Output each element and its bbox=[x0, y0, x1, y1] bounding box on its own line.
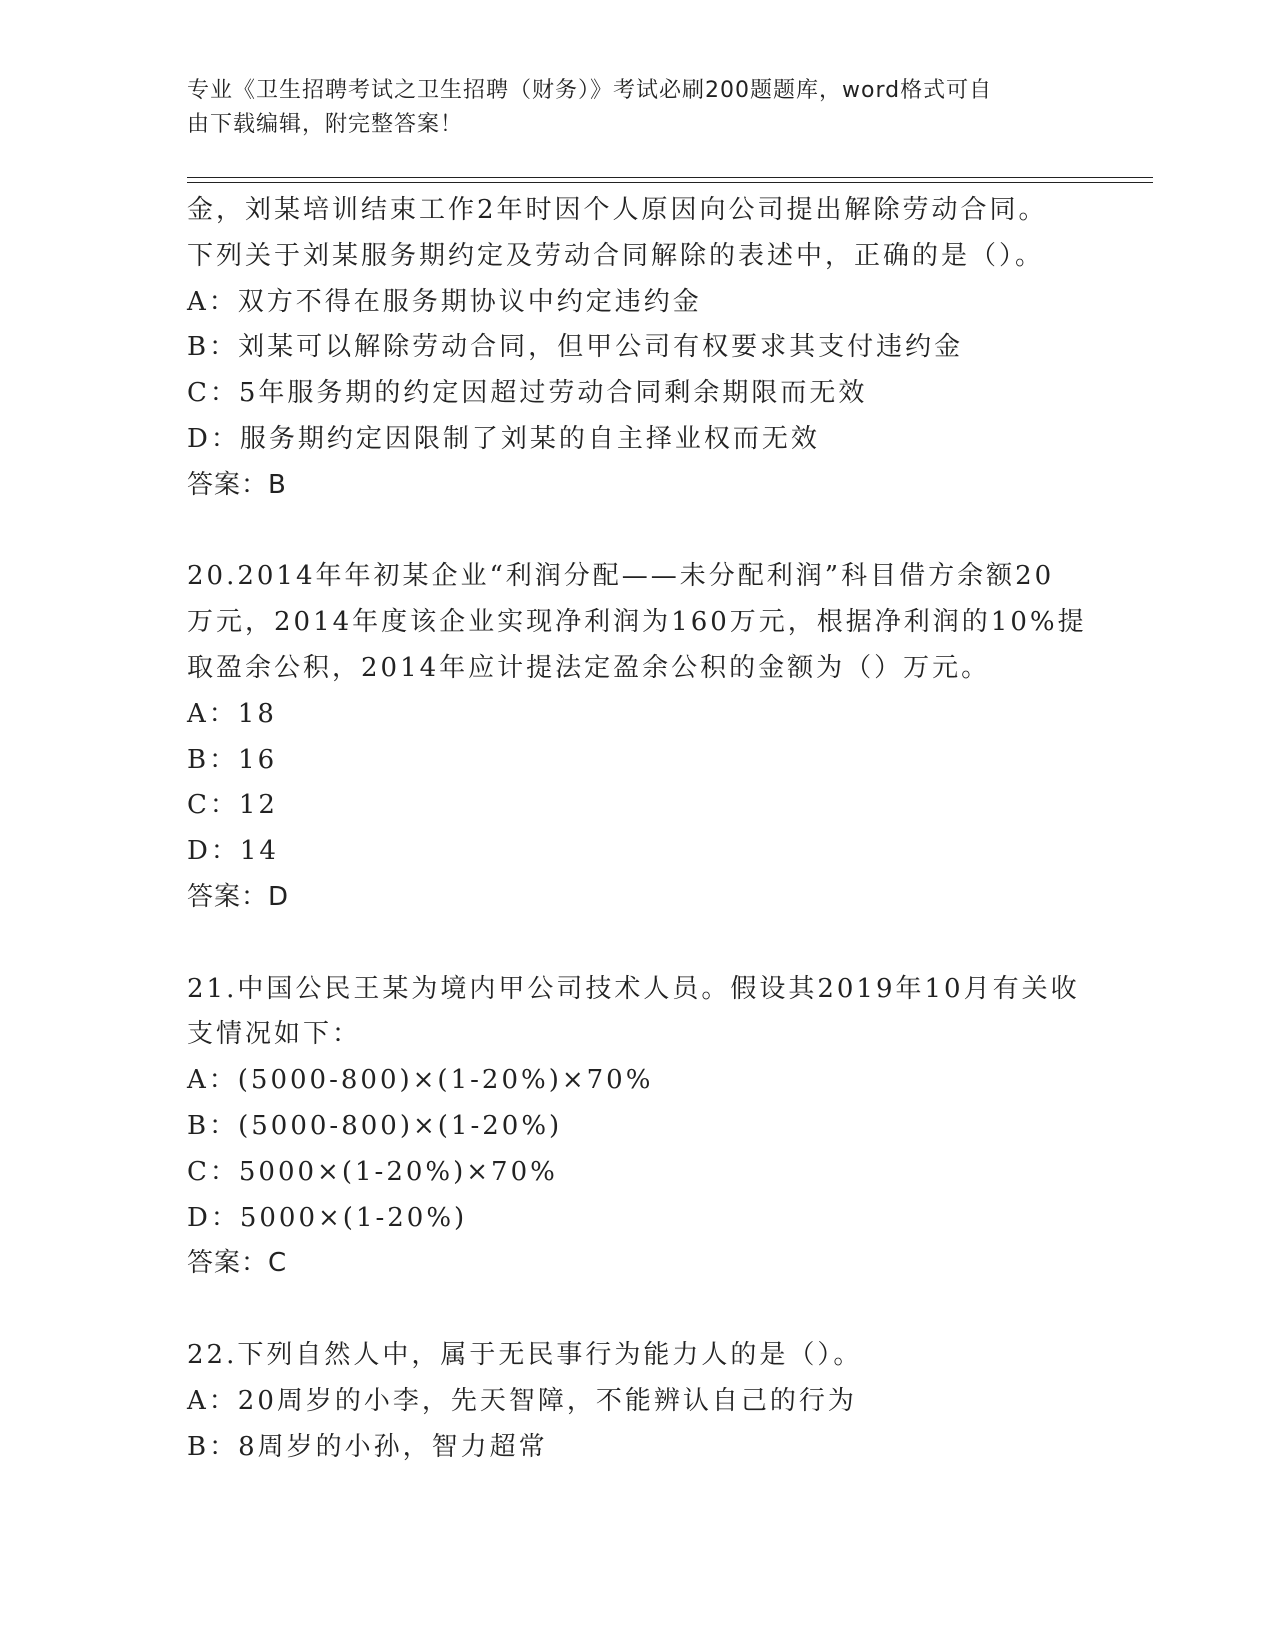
option-d: D：5000×(1-20%) bbox=[187, 1202, 468, 1233]
question-stem: 20.2014年年初某企业“利润分配——未分配利润”科目借方余额20 bbox=[187, 561, 1055, 592]
answer: 答案：C bbox=[187, 1248, 288, 1279]
question-list bbox=[187, 188, 1087, 1470]
option-b: B：16 bbox=[187, 744, 278, 775]
option-a: A：18 bbox=[187, 698, 277, 729]
question-stem: 金，刘某培训结束工作2年时因个人原因向公司提出解除劳动合同。 bbox=[187, 195, 1048, 225]
option-b: B：8周岁的小孙，智力超常 bbox=[187, 1431, 548, 1462]
question-stem: 万元，2014年度该企业实现净利润为160万元，根据净利润的10%提 bbox=[187, 607, 1087, 638]
header-divider-bottom bbox=[187, 182, 1153, 183]
question-stem: 支情况如下： bbox=[187, 1019, 362, 1050]
spacer bbox=[187, 509, 1087, 555]
spacer bbox=[187, 1287, 1087, 1333]
spacer bbox=[187, 921, 1087, 967]
option-c: C：12 bbox=[187, 790, 278, 821]
header-divider-top bbox=[187, 177, 1153, 178]
question-stem: 取盈余公积，2014年应计提法定盈余公积的金额为（）万元。 bbox=[187, 652, 991, 683]
option-a: A：双方不得在服务期协议中约定违约金 bbox=[187, 286, 702, 317]
document-header bbox=[187, 74, 1067, 142]
question-22 bbox=[187, 1333, 1087, 1470]
option-b: B：刘某可以解除劳动合同，但甲公司有权要求其支付违约金 bbox=[187, 332, 964, 363]
answer: 答案：D bbox=[187, 881, 290, 912]
question-19 bbox=[187, 188, 1087, 509]
question-21 bbox=[187, 967, 1087, 1288]
question-20 bbox=[187, 554, 1087, 920]
answer: 答案：B bbox=[187, 469, 287, 500]
question-stem: 22.下列自然人中，属于无民事行为能力人的是（）。 bbox=[187, 1339, 863, 1370]
option-a: A：(5000-800)×(1-20%)×70% bbox=[187, 1065, 654, 1096]
option-c: C：5000×(1-20%)×70% bbox=[187, 1156, 558, 1187]
option-a: A：20周岁的小李，先天智障，不能辨认自己的行为 bbox=[187, 1385, 857, 1416]
option-d: D：服务期约定因限制了刘某的自主择业权而无效 bbox=[187, 423, 820, 454]
option-c: C：5年服务期的约定因超过劳动合同剩余期限而无效 bbox=[187, 378, 868, 409]
question-stem: 21.中国公民王某为境内甲公司技术人员。假设其2019年10月有关收 bbox=[187, 973, 1080, 1004]
header-title-line1: 专业《卫生招聘考试之卫生招聘（财务）》考试必刷200题题库，word格式可自 bbox=[187, 78, 993, 103]
header-title-line2: 由下载编辑，附完整答案！ bbox=[187, 112, 464, 137]
question-stem: 下列关于刘某服务期约定及劳动合同解除的表述中，正确的是（）。 bbox=[187, 240, 1045, 271]
option-d: D：14 bbox=[187, 836, 279, 867]
option-b: B：(5000-800)×(1-20%) bbox=[187, 1110, 563, 1141]
